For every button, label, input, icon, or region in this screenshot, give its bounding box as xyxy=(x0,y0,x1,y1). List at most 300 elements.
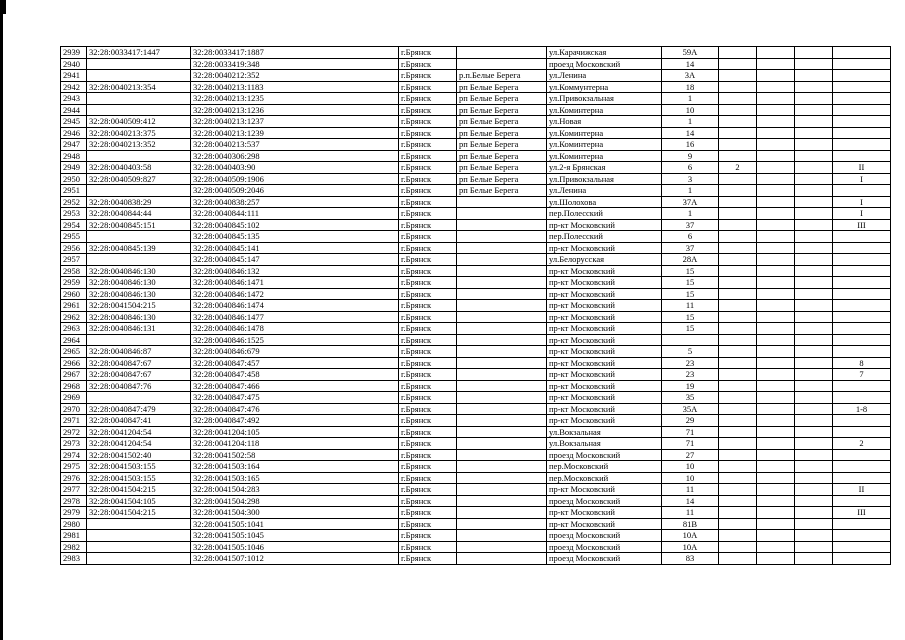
building-cell xyxy=(719,380,757,392)
district-cell xyxy=(457,530,547,542)
street-cell: пр-кт Московский xyxy=(547,300,662,312)
parcel-cadastral-number xyxy=(87,93,191,105)
parcel-cadastral-number: 32:28:0040509:412 xyxy=(87,116,191,128)
table-row xyxy=(61,150,891,162)
building-cell xyxy=(719,426,757,438)
building-cell xyxy=(719,208,757,220)
street-cell: пр-кт Московский xyxy=(547,323,662,335)
building-cell xyxy=(719,116,757,128)
extra-cell-a xyxy=(757,449,795,461)
parcel-cadastral-number xyxy=(87,392,191,404)
building-cell xyxy=(719,265,757,277)
extra-cell-a xyxy=(757,277,795,289)
street-cell: пр-кт Московский xyxy=(547,403,662,415)
table-row xyxy=(61,242,891,254)
table-body xyxy=(61,47,891,565)
parcel-cadastral-number: 32:28:0040847:67 xyxy=(87,357,191,369)
city-cell: г.Брянск xyxy=(399,173,457,185)
table-row xyxy=(61,403,891,415)
building-cadastral-number: 32:28:0041204:105 xyxy=(191,426,399,438)
house-number-cell: 83 xyxy=(662,553,719,565)
premises-cell xyxy=(833,311,891,323)
city-cell: г.Брянск xyxy=(399,334,457,346)
district-cell xyxy=(457,311,547,323)
parcel-cadastral-number: 32:28:0040844:44 xyxy=(87,208,191,220)
table-row xyxy=(61,472,891,484)
district-cell xyxy=(457,484,547,496)
house-number-cell: 15 xyxy=(662,323,719,335)
building-cadastral-number: 32:28:0040838:257 xyxy=(191,196,399,208)
building-cell xyxy=(719,288,757,300)
city-cell: г.Брянск xyxy=(399,150,457,162)
parcel-cadastral-number xyxy=(87,518,191,530)
building-cell xyxy=(719,70,757,82)
extra-cell-a xyxy=(757,93,795,105)
district-cell xyxy=(457,254,547,266)
building-cadastral-number: 32:28:0041502:58 xyxy=(191,449,399,461)
premises-cell xyxy=(833,323,891,335)
table-row xyxy=(61,300,891,312)
premises-cell xyxy=(833,415,891,427)
parcel-cadastral-number: 32:28:0040845:151 xyxy=(87,219,191,231)
street-cell: проезд Московский xyxy=(547,58,662,70)
city-cell: г.Брянск xyxy=(399,265,457,277)
building-cell xyxy=(719,449,757,461)
building-cell xyxy=(719,150,757,162)
house-number-cell: 1 xyxy=(662,93,719,105)
premises-cell xyxy=(833,185,891,197)
district-cell xyxy=(457,242,547,254)
house-number-cell: 29 xyxy=(662,415,719,427)
city-cell: г.Брянск xyxy=(399,242,457,254)
extra-cell-a xyxy=(757,231,795,243)
extra-cell-a xyxy=(757,507,795,519)
premises-cell: II xyxy=(833,484,891,496)
premises-cell: III xyxy=(833,219,891,231)
table-row xyxy=(61,288,891,300)
street-cell: пр-кт Московский xyxy=(547,311,662,323)
house-number-cell: 11 xyxy=(662,300,719,312)
building-cadastral-number: 32:28:0041503:164 xyxy=(191,461,399,473)
row-number: 2964 xyxy=(61,334,87,346)
parcel-cadastral-number: 32:28:0040846:130 xyxy=(87,288,191,300)
district-cell xyxy=(457,277,547,289)
district-cell xyxy=(457,58,547,70)
district-cell xyxy=(457,300,547,312)
street-cell: пр-кт Московский xyxy=(547,242,662,254)
district-cell xyxy=(457,231,547,243)
district-cell xyxy=(457,553,547,565)
district-cell xyxy=(457,196,547,208)
street-cell: проезд Московский xyxy=(547,530,662,542)
street-cell: проезд Московский xyxy=(547,541,662,553)
extra-cell-b xyxy=(795,231,833,243)
building-cell xyxy=(719,518,757,530)
district-cell xyxy=(457,288,547,300)
premises-cell xyxy=(833,472,891,484)
street-cell: пр-кт Московский xyxy=(547,334,662,346)
extra-cell-a xyxy=(757,185,795,197)
table-row xyxy=(61,104,891,116)
building-cadastral-number: 32:28:0041503:165 xyxy=(191,472,399,484)
city-cell: г.Брянск xyxy=(399,461,457,473)
city-cell: г.Брянск xyxy=(399,472,457,484)
parcel-cadastral-number: 32:28:0041504:215 xyxy=(87,300,191,312)
page-edge-bar xyxy=(0,0,3,640)
building-cadastral-number: 32:28:0040509:2046 xyxy=(191,185,399,197)
district-cell xyxy=(457,449,547,461)
district-cell xyxy=(457,541,547,553)
extra-cell-a xyxy=(757,369,795,381)
premises-cell: I xyxy=(833,196,891,208)
extra-cell-a xyxy=(757,150,795,162)
city-cell: г.Брянск xyxy=(399,104,457,116)
district-cell xyxy=(457,369,547,381)
city-cell: г.Брянск xyxy=(399,219,457,231)
street-cell: пр-кт Московский xyxy=(547,369,662,381)
street-cell: пр-кт Московский xyxy=(547,346,662,358)
extra-cell-a xyxy=(757,438,795,450)
parcel-cadastral-number xyxy=(87,541,191,553)
row-number: 2941 xyxy=(61,70,87,82)
extra-cell-b xyxy=(795,507,833,519)
street-cell: ул.Вокзальная xyxy=(547,426,662,438)
extra-cell-a xyxy=(757,518,795,530)
extra-cell-a xyxy=(757,265,795,277)
premises-cell xyxy=(833,254,891,266)
street-cell: пр-кт Московский xyxy=(547,277,662,289)
parcel-cadastral-number: 32:28:0040847:76 xyxy=(87,380,191,392)
street-cell: проезд Московский xyxy=(547,495,662,507)
street-cell: пр-кт Московский xyxy=(547,415,662,427)
building-cadastral-number: 32:28:0040213:1235 xyxy=(191,93,399,105)
street-cell: ул.Шолохова xyxy=(547,196,662,208)
building-cell xyxy=(719,311,757,323)
house-number-cell: 37А xyxy=(662,196,719,208)
extra-cell-a xyxy=(757,254,795,266)
row-number: 2955 xyxy=(61,231,87,243)
extra-cell-a xyxy=(757,311,795,323)
city-cell: г.Брянск xyxy=(399,231,457,243)
building-cell xyxy=(719,334,757,346)
district-cell xyxy=(457,334,547,346)
row-number: 2947 xyxy=(61,139,87,151)
building-cell xyxy=(719,58,757,70)
house-number-cell: 19 xyxy=(662,380,719,392)
building-cadastral-number: 32:28:0041507:1012 xyxy=(191,553,399,565)
house-number-cell: 18 xyxy=(662,81,719,93)
page-edge-mark xyxy=(0,0,6,14)
street-cell: ул.Ленина xyxy=(547,70,662,82)
table-row xyxy=(61,139,891,151)
building-cadastral-number: 32:28:0040846:1478 xyxy=(191,323,399,335)
extra-cell-a xyxy=(757,116,795,128)
table-row xyxy=(61,277,891,289)
city-cell: г.Брянск xyxy=(399,346,457,358)
row-number: 2979 xyxy=(61,507,87,519)
premises-cell: 8 xyxy=(833,357,891,369)
house-number-cell: 14 xyxy=(662,127,719,139)
city-cell: г.Брянск xyxy=(399,415,457,427)
row-number: 2956 xyxy=(61,242,87,254)
table-row xyxy=(61,392,891,404)
city-cell: г.Брянск xyxy=(399,208,457,220)
extra-cell-a xyxy=(757,58,795,70)
extra-cell-b xyxy=(795,518,833,530)
extra-cell-b xyxy=(795,403,833,415)
district-cell xyxy=(457,47,547,59)
building-cadastral-number: 32:28:0040846:1525 xyxy=(191,334,399,346)
house-number-cell: 10 xyxy=(662,461,719,473)
building-cell xyxy=(719,484,757,496)
extra-cell-b xyxy=(795,81,833,93)
house-number-cell: 28А xyxy=(662,254,719,266)
house-number-cell: 37 xyxy=(662,242,719,254)
street-cell: пр-кт Московский xyxy=(547,380,662,392)
table-row xyxy=(61,265,891,277)
extra-cell-a xyxy=(757,104,795,116)
parcel-cadastral-number xyxy=(87,70,191,82)
premises-cell xyxy=(833,242,891,254)
city-cell: г.Брянск xyxy=(399,116,457,128)
district-cell xyxy=(457,392,547,404)
premises-cell: III xyxy=(833,507,891,519)
street-cell: пер.Полесский xyxy=(547,208,662,220)
building-cell xyxy=(719,219,757,231)
extra-cell-b xyxy=(795,58,833,70)
city-cell: г.Брянск xyxy=(399,81,457,93)
building-cell xyxy=(719,357,757,369)
extra-cell-b xyxy=(795,323,833,335)
district-cell xyxy=(457,208,547,220)
premises-cell xyxy=(833,70,891,82)
building-cadastral-number: 32:28:0040847:458 xyxy=(191,369,399,381)
table-row xyxy=(61,449,891,461)
building-cell xyxy=(719,553,757,565)
building-cadastral-number: 32:28:0040845:135 xyxy=(191,231,399,243)
city-cell: г.Брянск xyxy=(399,495,457,507)
building-cell xyxy=(719,507,757,519)
table-row xyxy=(61,127,891,139)
building-cadastral-number: 32:28:0040844:111 xyxy=(191,208,399,220)
district-cell xyxy=(457,346,547,358)
row-number: 2981 xyxy=(61,530,87,542)
house-number-cell: 6 xyxy=(662,231,719,243)
building-cell xyxy=(719,472,757,484)
extra-cell-b xyxy=(795,242,833,254)
table-row xyxy=(61,70,891,82)
district-cell: рп Белые Берега xyxy=(457,93,547,105)
building-cell xyxy=(719,81,757,93)
table-row xyxy=(61,173,891,185)
street-cell: ул.Коминтерна xyxy=(547,104,662,116)
building-cell xyxy=(719,438,757,450)
parcel-cadastral-number: 32:28:0040847:41 xyxy=(87,415,191,427)
city-cell: г.Брянск xyxy=(399,553,457,565)
extra-cell-b xyxy=(795,426,833,438)
building-cell xyxy=(719,495,757,507)
table-row xyxy=(61,334,891,346)
district-cell xyxy=(457,357,547,369)
building-cell xyxy=(719,104,757,116)
city-cell: г.Брянск xyxy=(399,311,457,323)
row-number: 2965 xyxy=(61,346,87,358)
row-number: 2949 xyxy=(61,162,87,174)
extra-cell-a xyxy=(757,380,795,392)
parcel-cadastral-number xyxy=(87,530,191,542)
parcel-cadastral-number xyxy=(87,185,191,197)
district-cell: рп Белые Берега xyxy=(457,173,547,185)
city-cell: г.Брянск xyxy=(399,93,457,105)
street-cell: ул.Белорусская xyxy=(547,254,662,266)
district-cell xyxy=(457,507,547,519)
table-row xyxy=(61,196,891,208)
extra-cell-a xyxy=(757,219,795,231)
district-cell: р.п.Белые Берега xyxy=(457,70,547,82)
premises-cell xyxy=(833,334,891,346)
building-cadastral-number: 32:28:0040846:679 xyxy=(191,346,399,358)
parcel-cadastral-number: 32:28:0041504:215 xyxy=(87,507,191,519)
building-cadastral-number: 32:28:0040403:90 xyxy=(191,162,399,174)
street-cell: пр-кт Московский xyxy=(547,357,662,369)
building-cell xyxy=(719,392,757,404)
parcel-cadastral-number: 32:28:0040213:352 xyxy=(87,139,191,151)
building-cadastral-number: 32:28:0041505:1045 xyxy=(191,530,399,542)
premises-cell xyxy=(833,392,891,404)
house-number-cell: 9 xyxy=(662,150,719,162)
premises-cell: 2 xyxy=(833,438,891,450)
city-cell: г.Брянск xyxy=(399,380,457,392)
house-number-cell: 11 xyxy=(662,507,719,519)
building-cadastral-number: 32:28:0040846:1471 xyxy=(191,277,399,289)
building-cell xyxy=(719,196,757,208)
district-cell xyxy=(457,219,547,231)
premises-cell xyxy=(833,426,891,438)
street-cell: пер.Московский xyxy=(547,472,662,484)
premises-cell xyxy=(833,104,891,116)
extra-cell-b xyxy=(795,415,833,427)
parcel-cadastral-number: 32:28:0040846:130 xyxy=(87,265,191,277)
extra-cell-a xyxy=(757,196,795,208)
extra-cell-a xyxy=(757,392,795,404)
building-cell xyxy=(719,277,757,289)
table-row xyxy=(61,461,891,473)
street-cell: пр-кт Московский xyxy=(547,288,662,300)
street-cell: пер.Полесский xyxy=(547,231,662,243)
building-cell xyxy=(719,242,757,254)
row-number: 2973 xyxy=(61,438,87,450)
row-number: 2972 xyxy=(61,426,87,438)
building-cadastral-number: 32:28:0040213:1237 xyxy=(191,116,399,128)
city-cell: г.Брянск xyxy=(399,58,457,70)
address-registry-table xyxy=(60,46,891,565)
district-cell: рп Белые Берега xyxy=(457,150,547,162)
row-number: 2951 xyxy=(61,185,87,197)
row-number: 2960 xyxy=(61,288,87,300)
building-cell xyxy=(719,323,757,335)
extra-cell-a xyxy=(757,47,795,59)
building-cadastral-number: 32:28:0040845:102 xyxy=(191,219,399,231)
extra-cell-a xyxy=(757,403,795,415)
house-number-cell: 35 xyxy=(662,392,719,404)
table-row xyxy=(61,162,891,174)
premises-cell xyxy=(833,553,891,565)
building-cadastral-number: 32:28:0040847:475 xyxy=(191,392,399,404)
extra-cell-b xyxy=(795,346,833,358)
parcel-cadastral-number: 32:28:0040838:29 xyxy=(87,196,191,208)
premises-cell xyxy=(833,93,891,105)
extra-cell-a xyxy=(757,495,795,507)
extra-cell-a xyxy=(757,139,795,151)
parcel-cadastral-number: 32:28:0040509:827 xyxy=(87,173,191,185)
row-number: 2971 xyxy=(61,415,87,427)
premises-cell xyxy=(833,541,891,553)
table-row xyxy=(61,47,891,59)
street-cell: ул.2-я Брянская xyxy=(547,162,662,174)
building-cell xyxy=(719,403,757,415)
premises-cell: I xyxy=(833,208,891,220)
city-cell: г.Брянск xyxy=(399,403,457,415)
house-number-cell: 71 xyxy=(662,438,719,450)
house-number-cell: 14 xyxy=(662,495,719,507)
building-cell xyxy=(719,231,757,243)
district-cell xyxy=(457,495,547,507)
extra-cell-b xyxy=(795,185,833,197)
building-cadastral-number: 32:28:0040846:1474 xyxy=(191,300,399,312)
extra-cell-b xyxy=(795,196,833,208)
extra-cell-b xyxy=(795,70,833,82)
row-number: 2963 xyxy=(61,323,87,335)
row-number: 2945 xyxy=(61,116,87,128)
extra-cell-b xyxy=(795,277,833,289)
premises-cell xyxy=(833,231,891,243)
extra-cell-a xyxy=(757,81,795,93)
row-number: 2967 xyxy=(61,369,87,381)
row-number: 2962 xyxy=(61,311,87,323)
row-number: 2948 xyxy=(61,150,87,162)
street-cell: ул.Привокзальная xyxy=(547,173,662,185)
extra-cell-b xyxy=(795,162,833,174)
house-number-cell: 15 xyxy=(662,311,719,323)
district-cell: рп Белые Берега xyxy=(457,185,547,197)
building-cadastral-number: 32:28:0040846:1472 xyxy=(191,288,399,300)
table-row xyxy=(61,518,891,530)
city-cell: г.Брянск xyxy=(399,449,457,461)
house-number-cell: 16 xyxy=(662,139,719,151)
extra-cell-b xyxy=(795,139,833,151)
district-cell xyxy=(457,461,547,473)
extra-cell-b xyxy=(795,495,833,507)
city-cell: г.Брянск xyxy=(399,162,457,174)
table-row xyxy=(61,231,891,243)
house-number-cell: 59А xyxy=(662,47,719,59)
extra-cell-a xyxy=(757,127,795,139)
district-cell: рп Белые Берега xyxy=(457,139,547,151)
house-number-cell: 23 xyxy=(662,369,719,381)
building-cadastral-number: 32:28:0040213:1239 xyxy=(191,127,399,139)
district-cell: рп Белые Берега xyxy=(457,116,547,128)
row-number: 2983 xyxy=(61,553,87,565)
extra-cell-b xyxy=(795,392,833,404)
row-number: 2939 xyxy=(61,47,87,59)
district-cell: рп Белые Берега xyxy=(457,81,547,93)
extra-cell-b xyxy=(795,150,833,162)
house-number-cell: 6 xyxy=(662,162,719,174)
building-cadastral-number: 32:28:0041504:298 xyxy=(191,495,399,507)
extra-cell-b xyxy=(795,380,833,392)
row-number: 2952 xyxy=(61,196,87,208)
district-cell xyxy=(457,415,547,427)
